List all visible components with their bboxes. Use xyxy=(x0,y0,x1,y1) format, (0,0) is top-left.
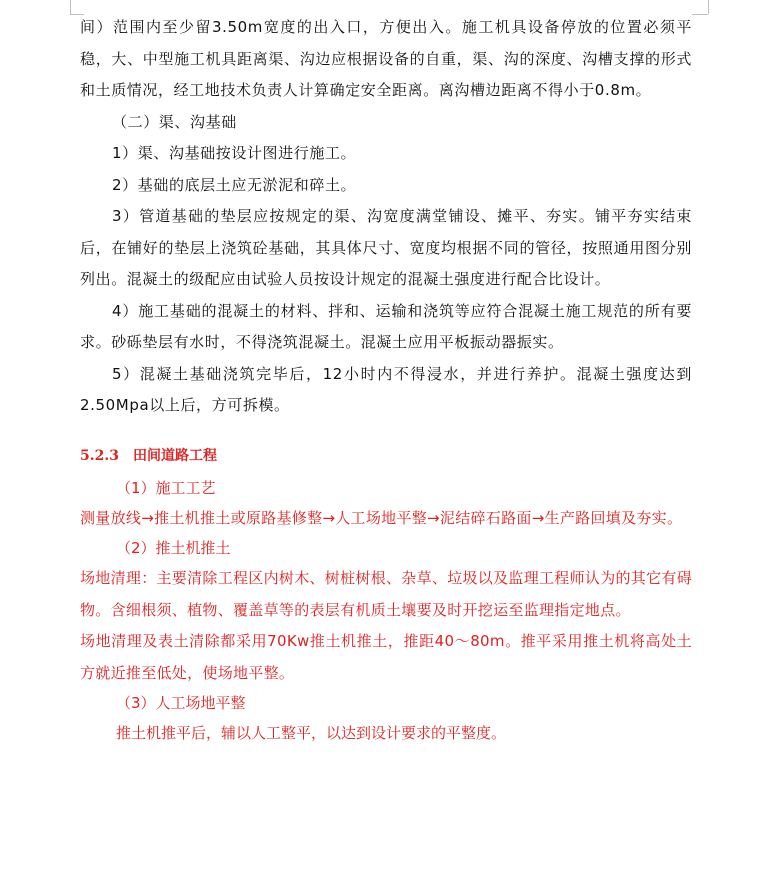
site-clearing-text: 场地清理：主要清除工程区内树木、树桩树根、杂草、垃圾以及监理工程师认为的其它有碍物。含细根须、植物、覆盖草等的表层有机质土壤要及时开挖运至监理指定地点。 xyxy=(80,569,693,619)
subheading-foundation: （二）渠、沟基础 xyxy=(112,112,237,131)
margin-mark-left xyxy=(70,0,71,14)
section-heading: 5.2.3 田间道路工程 xyxy=(80,447,217,464)
manual-leveling-text: 推土机推平后，辅以人工整平，以达到设计要求的平整度。 xyxy=(116,724,507,742)
subheading-process: （1）施工工艺 xyxy=(116,478,216,497)
item-3: 3）管道基础的垫层应按规定的渠、沟宽度满堂铺设、摊平、夯实。铺平夯实结束后，在铺好的垫层上浇筑砼基础，其具体尺寸、宽度均根据不同的管径，按照通用图分别列出。混凝土的级配应由试验人员按设计规定的混凝土强度进行配合比设计。 xyxy=(80,207,692,288)
item-5: 5）混凝土基础浇筑完毕后，12小时内不得浸水，并进行养护。混凝土强度达到2.50Mpa以上后，方可拆模。 xyxy=(80,364,692,414)
document-body xyxy=(80,12,692,750)
paragraph-intro: 间）范围内至少留3.50m宽度的出入口，方便出入。施工机具设备停放的位置必须平稳，大、中型施工机具距离渠、沟边应根据设备的自重，渠、沟的深度、沟槽支撑的形式和土质情况，经工地技术负责人计算确定安全距离。离沟槽边距离不得小于0.8m。 xyxy=(80,18,692,99)
bulldozer-text: 场地清理及表土清除都采用70Kw推土机推土，推距40～80m。推平采用推土机将高处土方就近推至低处，使场地平整。 xyxy=(80,632,692,682)
margin-mark-right-h xyxy=(692,14,708,15)
process-flow: 测量放线→推土机推土或原路基修整→人工场地平整→泥结碎石路面→生产路回填及夯实。 xyxy=(80,508,683,527)
subheading-bulldozer: （2）推土机推土 xyxy=(116,539,231,557)
subheading-manual-leveling: （3）人工场地平整 xyxy=(116,694,246,712)
item-2: 2）基础的底层土应无淤泥和碎土。 xyxy=(112,175,357,194)
item-1: 1）渠、沟基础按设计图进行施工。 xyxy=(112,144,357,162)
margin-mark-right xyxy=(708,0,709,14)
item-4: 4）施工基础的混凝土的材料、拌和、运输和浇筑等应符合混凝土施工规范的所有要求。砂砾垫层有水时，不得浇筑混凝土。混凝土应用平板振动器振实。 xyxy=(80,301,692,351)
